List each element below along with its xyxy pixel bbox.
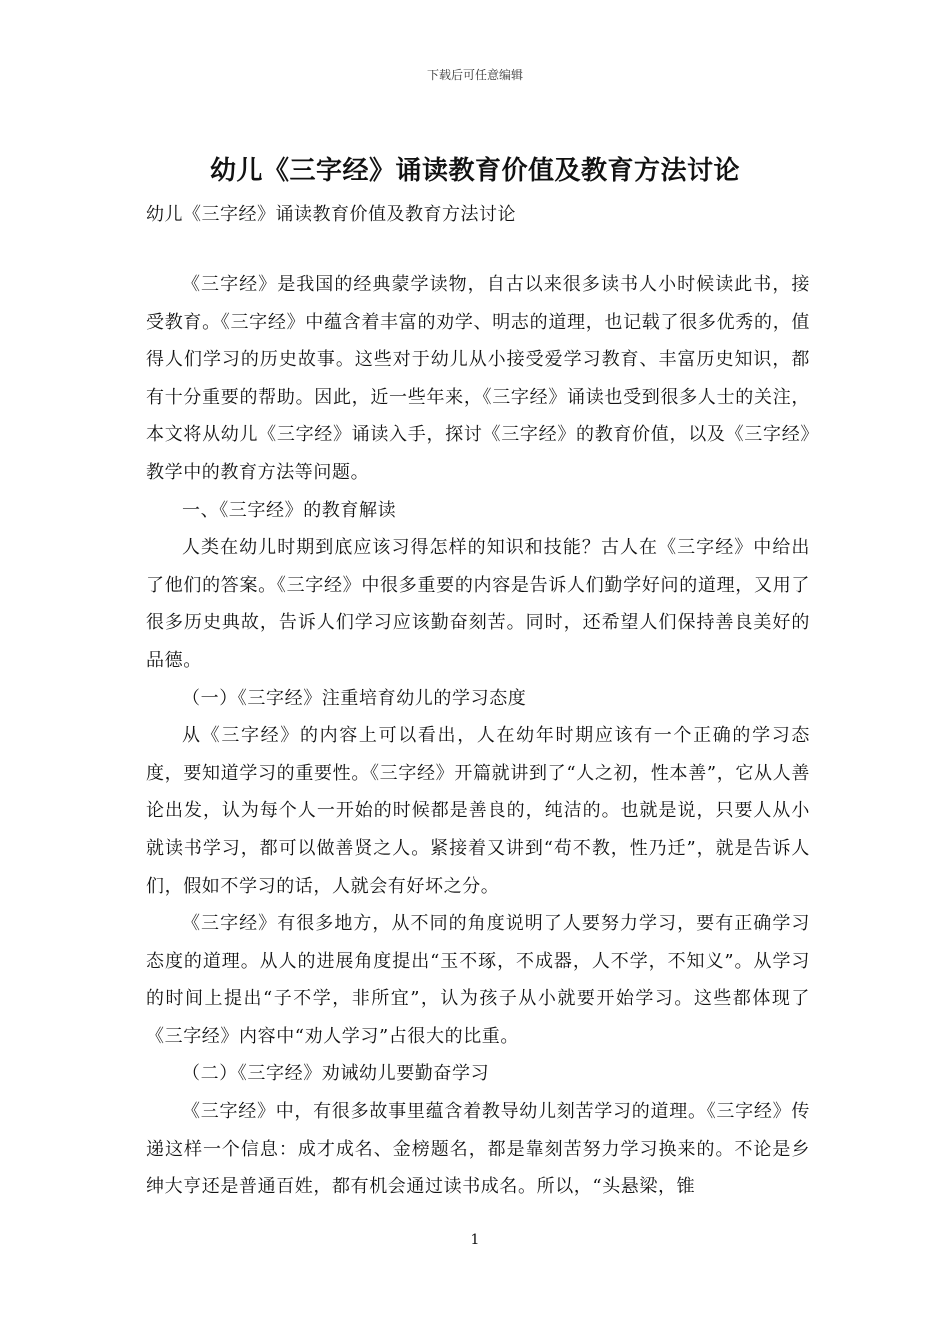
paragraph-subsection-1b: 《三字经》有很多地方，从不同的角度说明了人要努力学习，要有正确学习态度的道理。从人的进展角度提出“玉不琢，不成器，人不学，不知义”。从学习的时间上提出“子不学，非所宜”，认为孩子从小就要开始学习。这些都体现了《三字经》内容中“劝人学习”占很大的比重。 [146, 913, 810, 1047]
paragraph-subsection-1a: 从《三字经》的内容上可以看出，人在幼年时期应该有一个正确的学习态度，要知道学习的重要性。《三字经》开篇就讲到了“人之初，性本善”，它从人善论出发，认为每个人一开始的时候都是善良的，纯洁的。也就是说，只要人从小就读书学习，都可以做善贤之人。紧接着又讲到“苟不教，性乃迁”，就是告诉人们，假如不学习的话，人就会有好坏之分。 [146, 725, 810, 897]
subsection-heading-2: （二）《三字经》劝诫幼儿要勤奋学习 [182, 1063, 490, 1085]
subsection-heading-1: （一）《三字经》注重培育幼儿的学习态度 [182, 687, 527, 709]
section-heading-1: 一、《三字经》的教育解读 [182, 499, 397, 521]
paragraph-subsection-2: 《三字经》中，有很多故事里蕴含着教导幼儿刻苦学习的道理。《三字经》传递这样一个信息：成才成名、金榜题名，都是靠刻苦努力学习换来的。不论是乡绅大亨还是普通百姓，都有机会通过读书成名。所以，“头悬梁，锥 [146, 1101, 810, 1198]
header-note: 下载后可任意编辑 [426, 68, 523, 82]
document-body [146, 266, 810, 1206]
page-number: 1 [470, 1232, 480, 1248]
document-subtitle: 幼儿《三字经》诵读教育价值及教育方法讨论 [146, 204, 516, 225]
paragraph-section-1: 人类在幼儿时期到底应该习得怎样的知识和技能？古人在《三字经》中给出了他们的答案。《三字经》中很多重要的内容是告诉人们勤学好问的道理，又用了很多历史典故，告诉人们学习应该勤奋刻苦。同时，还希望人们保持善良美好的品德。 [146, 537, 810, 671]
paragraph-intro: 《三字经》是我国的经典蒙学读物，自古以来很多读书人小时候读此书，接受教育。《三字经》中蕴含着丰富的劝学、明志的道理，也记载了很多优秀的，值得人们学习的历史故事。这些对于幼儿从小接受爱学习教育、丰富历史知识，都有十分重要的帮助。因此，近一些年来，《三字经》诵读也受到很多人士的关注，本文将从幼儿《三字经》诵读入手，探讨《三字经》的教育价值，以及《三字经》教学中的教育方法等问题。 [146, 274, 810, 483]
document-title: 幼儿《三字经》诵读教育价值及教育方法讨论 [209, 156, 740, 186]
